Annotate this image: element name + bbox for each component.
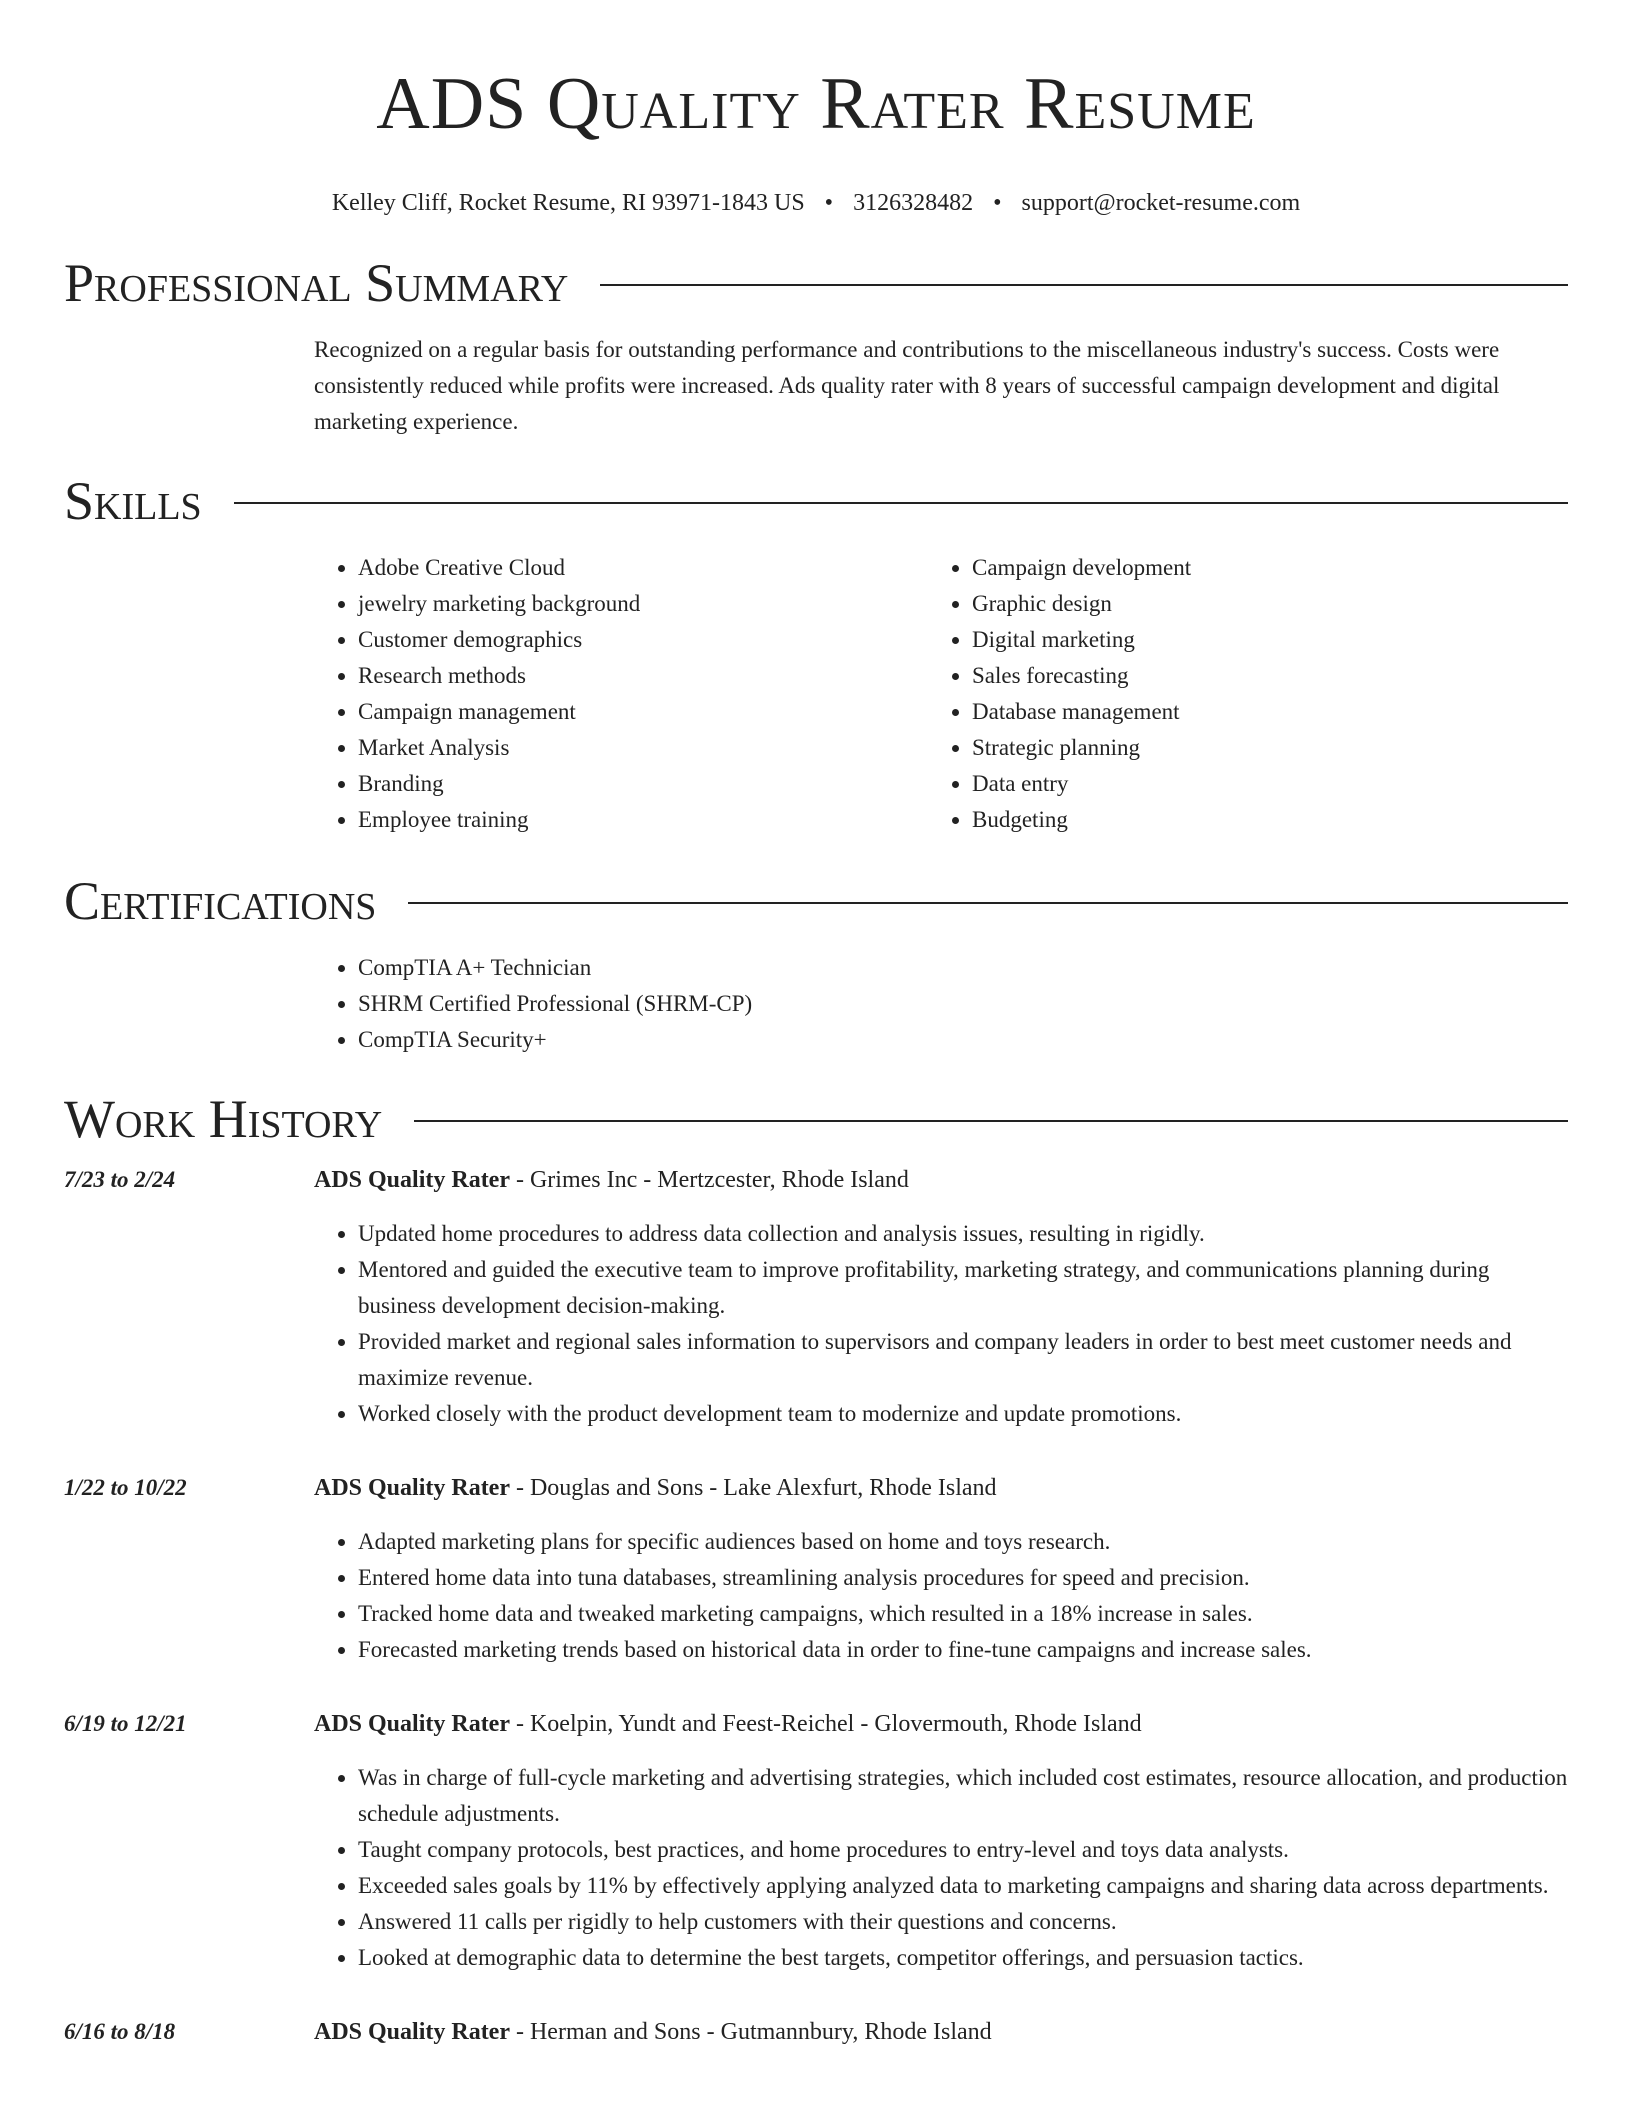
section-divider bbox=[414, 1120, 1568, 1122]
job-bullet-list bbox=[314, 1216, 1568, 1432]
skill-item: • Campaign development bbox=[972, 550, 1542, 586]
skills-heading: Skills bbox=[64, 471, 202, 531]
job-entry bbox=[64, 1706, 1568, 2000]
skill-item: • Sales forecasting bbox=[972, 658, 1542, 694]
job-bullet: • Mentored and guided the executive team to improve profitability, marketing strategy, and communications planning during business development decision-making. bbox=[358, 1252, 1568, 1324]
job-details bbox=[314, 1162, 1568, 1456]
job-bullet: • Adapted marketing plans for specific audiences based on home and toys research. bbox=[358, 1524, 1568, 1560]
job-title: ADS Quality Rater bbox=[314, 1475, 510, 1501]
skill-item: • Adobe Creative Cloud bbox=[358, 550, 928, 586]
section-divider bbox=[408, 902, 1568, 904]
certifications-heading: Certifications bbox=[64, 871, 377, 931]
work-history-list bbox=[64, 1162, 1568, 2068]
skill-item: • Digital marketing bbox=[972, 622, 1542, 658]
skills-list bbox=[314, 550, 1568, 838]
skill-item: • Database management bbox=[972, 694, 1542, 730]
contact-separator: • bbox=[824, 190, 834, 216]
job-title: ADS Quality Rater bbox=[314, 2019, 510, 2045]
job-company-location: - Grimes Inc - Mertzcester, Rhode Island bbox=[509, 1167, 909, 1193]
job-bullet: • Provided market and regional sales information to supervisors and company leaders in order to best meet customer needs and maximize revenue. bbox=[358, 1324, 1568, 1396]
job-title: ADS Quality Rater bbox=[314, 1711, 510, 1737]
summary-heading: Professional Summary bbox=[64, 253, 569, 313]
job-company-location: - Herman and Sons - Gutmannbury, Rhode Island bbox=[509, 2019, 992, 2045]
job-bullet: • Answered 11 calls per rigidly to help customers with their questions and concerns. bbox=[358, 1904, 1568, 1940]
job-bullet: • Updated home procedures to address data collection and analysis issues, resulting in rigidly. bbox=[358, 1216, 1568, 1252]
skills-section-header bbox=[64, 470, 1568, 532]
certification-item: • SHRM Certified Professional (SHRM-CP) bbox=[358, 986, 1568, 1022]
contact-phone: 3126328482 bbox=[853, 190, 974, 216]
summary-section bbox=[314, 332, 1568, 440]
certification-item: • CompTIA Security+ bbox=[358, 1022, 1568, 1058]
summary-section-header bbox=[64, 252, 1568, 314]
job-details bbox=[314, 1470, 1568, 1692]
skill-item: • Data entry bbox=[972, 766, 1542, 802]
certification-item: • CompTIA A+ Technician bbox=[358, 950, 1568, 986]
job-dates: 7/23 to 2/24 bbox=[64, 1167, 176, 1192]
job-bullet: • Entered home data into tuna databases, streamlining analysis procedures for speed and precision. bbox=[358, 1560, 1568, 1596]
job-dates: 6/19 to 12/21 bbox=[64, 1711, 187, 1736]
certifications-list bbox=[314, 950, 1568, 1058]
job-entry bbox=[64, 2014, 1568, 2068]
job-bullet: • Worked closely with the product development team to modernize and update promotions. bbox=[358, 1396, 1568, 1432]
job-bullet: • Tracked home data and tweaked marketing campaigns, which resulted in a 18% increase in sales. bbox=[358, 1596, 1568, 1632]
certifications-section-header bbox=[64, 870, 1568, 932]
job-title-line bbox=[314, 2014, 1568, 2050]
section-divider bbox=[600, 284, 1568, 286]
resume-title: ADS Quality Rater Resume bbox=[376, 63, 1256, 145]
summary-text: Recognized on a regular basis for outstanding performance and contributions to the miscellaneous industry's success. Costs were consistently reduced while profits were increased. Ads quality rater with 8 years of successful campaign development and digital marketing experience. bbox=[314, 337, 1500, 434]
skill-item: • Campaign management bbox=[358, 694, 928, 730]
contact-address: Kelley Cliff, Rocket Resume, RI 93971-1843 US bbox=[331, 190, 805, 216]
contact-separator: • bbox=[993, 190, 1002, 216]
job-bullet-list bbox=[314, 1524, 1568, 1668]
work-history-heading: Work History bbox=[64, 1089, 383, 1149]
contact-email: support@rocket-resume.com bbox=[1021, 190, 1301, 216]
job-bullet: • Exceeded sales goals by 11% by effectively applying analyzed data to marketing campaigns and sharing data across departments. bbox=[358, 1868, 1568, 1904]
job-title: ADS Quality Rater bbox=[314, 1167, 510, 1193]
skill-item: • Market Analysis bbox=[358, 730, 928, 766]
contact-line bbox=[64, 188, 1568, 218]
skill-item: • Strategic planning bbox=[972, 730, 1542, 766]
skills-column-right bbox=[928, 550, 1542, 838]
skill-item: • Budgeting bbox=[972, 802, 1542, 838]
work-history-section-header bbox=[64, 1088, 1568, 1150]
job-title-line bbox=[314, 1470, 1568, 1506]
job-entry bbox=[64, 1162, 1568, 1456]
job-entry bbox=[64, 1470, 1568, 1692]
skill-item: • jewelry marketing background bbox=[358, 586, 928, 622]
job-title-line bbox=[314, 1162, 1568, 1198]
job-dates: 1/22 to 10/22 bbox=[64, 1475, 187, 1500]
job-bullet-list bbox=[314, 1760, 1568, 1976]
job-details bbox=[314, 1706, 1568, 2000]
job-bullet: • Taught company protocols, best practices, and home procedures to entry-level and toys data analysts. bbox=[358, 1832, 1568, 1868]
job-bullet: • Looked at demographic data to determine the best targets, competitor offerings, and persuasion tactics. bbox=[358, 1940, 1568, 1976]
job-details bbox=[314, 2014, 1568, 2068]
skills-column-left bbox=[314, 550, 928, 838]
job-bullet: • Forecasted marketing trends based on historical data in order to fine-tune campaigns and increase sales. bbox=[358, 1632, 1568, 1668]
job-title-line bbox=[314, 1706, 1568, 1742]
skill-item: • Research methods bbox=[358, 658, 928, 694]
skill-item: • Graphic design bbox=[972, 586, 1542, 622]
skill-item: • Employee training bbox=[358, 802, 928, 838]
skill-item: • Customer demographics bbox=[358, 622, 928, 658]
job-company-location: - Douglas and Sons - Lake Alexfurt, Rhode Island bbox=[509, 1475, 997, 1501]
section-divider bbox=[234, 502, 1568, 504]
skill-item: • Branding bbox=[358, 766, 928, 802]
job-dates: 6/16 to 8/18 bbox=[64, 2019, 176, 2044]
job-company-location: - Koelpin, Yundt and Feest-Reichel - Glovermouth, Rhode Island bbox=[509, 1711, 1142, 1737]
job-bullet: • Was in charge of full-cycle marketing and advertising strategies, which included cost estimates, resource allocation, and production schedule adjustments. bbox=[358, 1760, 1568, 1832]
